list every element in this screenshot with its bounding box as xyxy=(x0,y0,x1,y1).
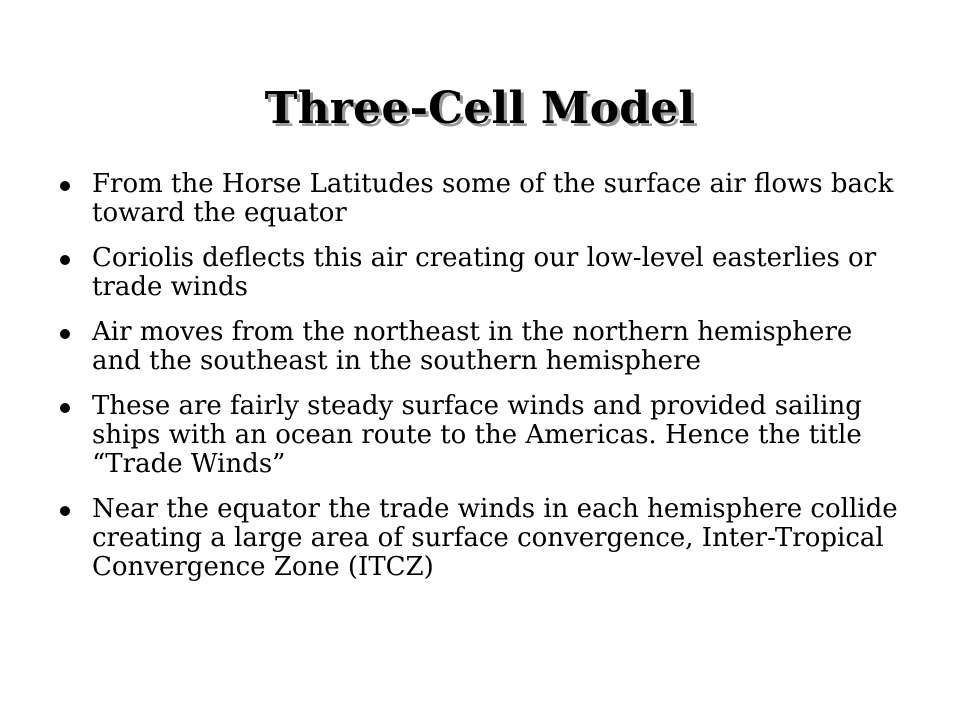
bullet-item xyxy=(58,318,908,376)
bullet-text: Coriolis deflects this air creating our low-level easterlies or trade winds xyxy=(92,243,877,302)
bullet-text: Near the equator the trade winds in each hemisphere collide creating a large area of surface convergence, Inter-Tropical Convergence Zone (ITCZ) xyxy=(92,494,898,582)
bullet-item xyxy=(58,170,908,228)
bullet-dot-icon xyxy=(60,181,70,191)
bullet-dot-icon xyxy=(60,403,70,413)
bullet-item xyxy=(58,392,908,479)
bullet-dot-icon xyxy=(60,329,70,339)
bullet-text: Air moves from the northeast in the northern hemisphere and the southeast in the southern hemisphere xyxy=(92,317,853,376)
slide-title: Three-Cell Model xyxy=(264,83,696,135)
bullet-list xyxy=(58,170,908,598)
bullet-item xyxy=(58,244,908,302)
bullet-text: From the Horse Latitudes some of the surface air flows back toward the equator xyxy=(92,169,894,228)
bullet-text: These are fairly steady surface winds and provided sailing ships with an ocean route to the Americas. Hence the title “Trade Winds” xyxy=(92,391,862,479)
bullet-dot-icon xyxy=(60,506,70,516)
bullet-item xyxy=(58,495,908,582)
bullet-dot-icon xyxy=(60,255,70,265)
